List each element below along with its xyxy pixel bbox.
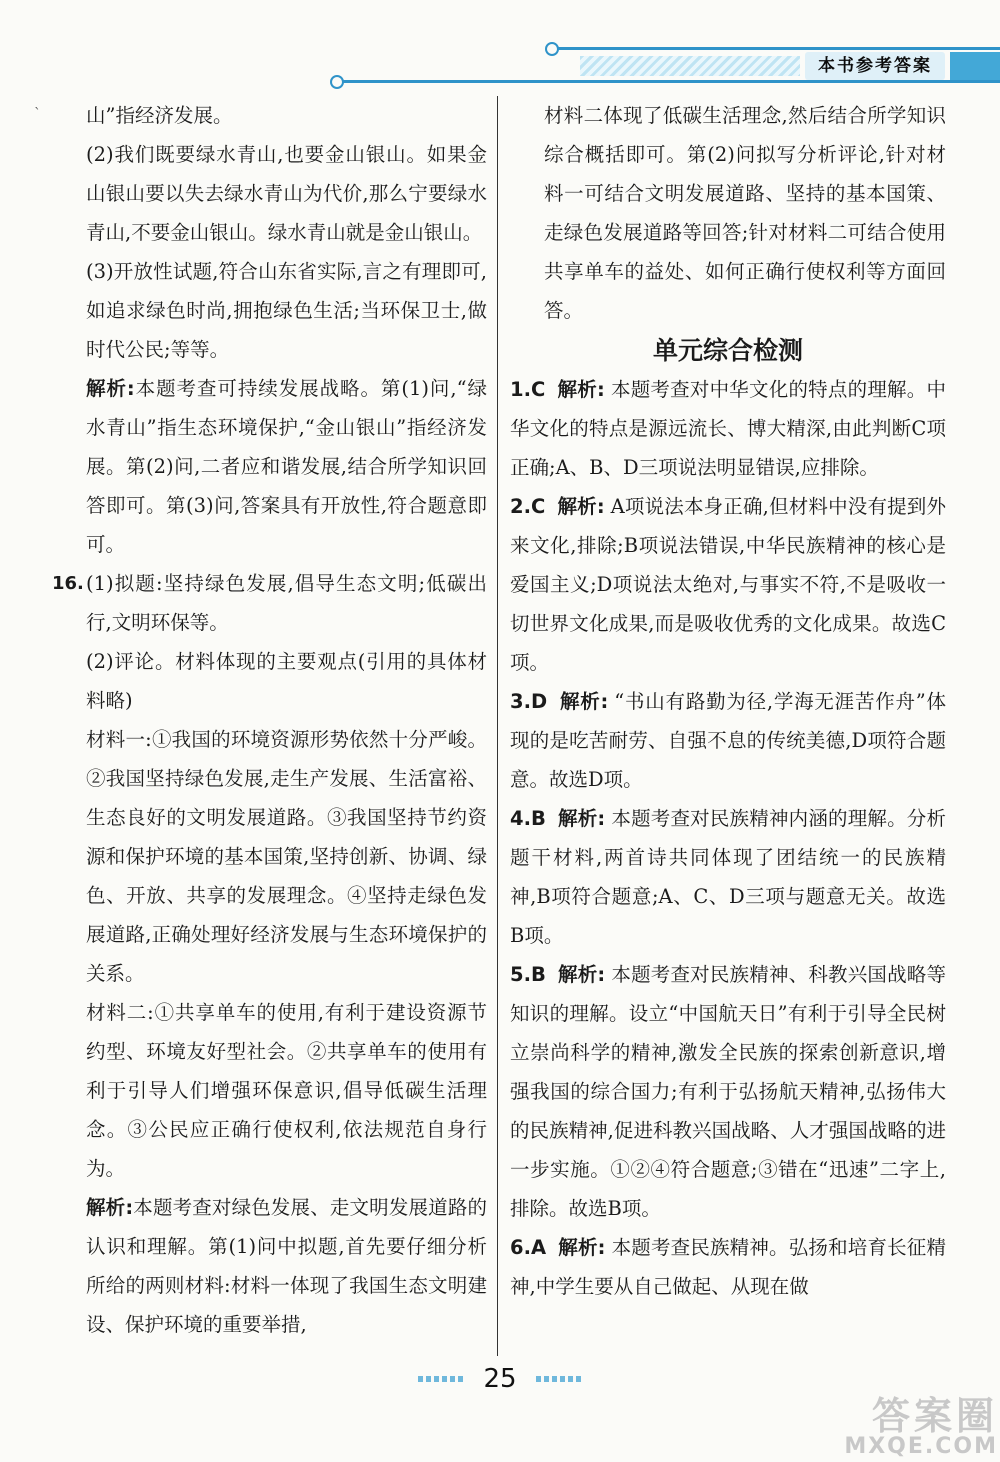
question-16 [52, 564, 487, 642]
answer-number: 5.B [510, 963, 546, 986]
answer-text: 本题考查民族精神。弘扬和培育长征精神,中学生要从自己做起、从现在做 [510, 1236, 946, 1298]
paragraph: 山”指经济发展。 [86, 104, 233, 127]
answer-text: 本题考查对民族精神、科教兴国战略等知识的理解。设立“中国航天日”有利于引导全民树立崇尚科学的精神,激发全民族的探索创新意识,增强我国的综合国力;有利于弘扬航天精神,弘扬伟大的民族精神,促进科教兴国战略、人才强国战略的进一步实施。①②④符合题意;③错在“迅速”二字上,排除。故选B项。 [510, 963, 946, 1220]
answer-item [510, 1228, 946, 1306]
answer-item [510, 370, 946, 487]
footer-decoration-right [536, 1376, 582, 1382]
analysis-paragraph [52, 369, 487, 564]
answer-text: 本题考查对中华文化的特点的理解。中华文化的特点是源远流长、博大精深,由此判断C项正确;A、B、D三项说法明显错误,应排除。 [510, 378, 946, 479]
header-stripe [580, 56, 800, 76]
answer-text: 本题考查对民族精神内涵的理解。分析题干材料,两首诗共同体现了团结统一的民族精神,B项符合题意;A、C、D三项与题意无关。故选B项。 [510, 807, 946, 947]
answer-number: 4.B [510, 807, 546, 830]
question-answer: (1)拟题:坚持绿色发展,倡导生态文明;低碳出行,文明环保等。 [86, 572, 487, 634]
answer-number: 1.C [510, 378, 546, 401]
analysis-label: 解析: [557, 495, 605, 518]
header-rule-bottom [340, 80, 1000, 83]
answer-number: 6.A [510, 1236, 547, 1259]
watermark-url: MXQE.COM [844, 1434, 998, 1459]
paragraph: (3)开放性试题,符合山东省实际,言之有理即可,如追求绿色时尚,拥抱绿色生活;当环保卫士,做时代公民;等等。 [86, 260, 487, 361]
paragraph: 材料一:①我国的环境资源形势依然十分严峻。②我国坚持绿色发展,走生产发展、生活富裕、生态良好的文明发展道路。③我国坚持节约资源和保护环境的基本国策,坚持创新、协调、绿色、开放、共享的发展理念。④坚持走绿色发展道路,正确处理好经济发展与生态环境保护的关系。 [86, 728, 487, 985]
answer-item [510, 955, 946, 1228]
margin-mark: ` [34, 106, 41, 122]
paragraph: 材料二体现了低碳生活理念,然后结合所学知识综合概括即可。第(2)问拟写分析评论,针对材料一可结合文明发展道路、坚持的基本国策、走绿色发展道路等回答;针对材料二可结合使用共享单车的益处、如何正确行使权利等方面回答。 [544, 104, 946, 322]
column-divider [497, 96, 498, 1356]
analysis-label: 解析: [557, 963, 606, 986]
analysis-label: 解析: [557, 807, 606, 830]
header-label: 本书参考答案 [805, 52, 945, 80]
analysis-text: 本题考查对绿色发展、走文明发展道路的认识和理解。第(1)问中拟题,首先要仔细分析所给的两则材料:材料一体现了我国生态文明建设、保护环境的重要举措, [86, 1196, 487, 1336]
header-block [950, 52, 1000, 80]
answer-text: A项说法本身正确,但材料中没有提到外来文化,排除;B项说法错误,中华民族精神的核心是爱国主义;D项说法太绝对,与事实不符,不是吸收一切世界文化成果,而是吸收优秀的文化成果。故选C项。 [510, 495, 946, 674]
analysis-label: 解析: [558, 1236, 606, 1259]
analysis-label: 解析: [86, 377, 135, 400]
footer-decoration-left [418, 1376, 464, 1382]
analysis-label: 解析: [557, 378, 605, 401]
answer-number: 2.C [510, 495, 546, 518]
analysis-paragraph [52, 1188, 487, 1344]
page-number: 25 [483, 1364, 517, 1394]
watermark-logo: 答案圈 [871, 1394, 998, 1438]
paragraph: (2)评论。材料体现的主要观点(引用的具体材料略) [86, 650, 487, 712]
analysis-label: 解析: [86, 1196, 134, 1219]
header-dot-bottom [330, 75, 344, 89]
answer-item [510, 682, 946, 799]
right-column [510, 96, 946, 1306]
answer-text: “书山有路勤为径,学海无涯苦作舟”体现的是吃苦耐劳、自强不息的传统美德,D项符合题意。故选D项。 [510, 690, 946, 791]
question-number: 16. [52, 573, 84, 594]
section-title: 单元综合检测 [652, 336, 803, 365]
answer-number: 3.D [510, 690, 548, 713]
answer-item [510, 487, 946, 682]
header-dot-top [545, 42, 559, 56]
analysis-label: 解析: [559, 690, 609, 713]
answer-item [510, 799, 946, 955]
analysis-text: 本题考查可持续发展战略。第(1)问,“绿水青山”指生态环境保护,“金山银山”指经济发展。第(2)问,二者应和谐发展,结合所学知识回答即可。第(3)问,答案具有开放性,符合题意即可。 [86, 377, 487, 556]
page-header [0, 0, 1000, 100]
left-column [52, 96, 487, 1344]
paragraph: 材料二:①共享单车的使用,有利于建设资源节约型、环境友好型社会。②共享单车的使用有利于引导人们增强环保意识,倡导低碳生活理念。③公民应正确行使权利,依法规范自身行为。 [86, 1001, 487, 1180]
paragraph: (2)我们既要绿水青山,也要金山银山。如果金山银山要以失去绿水青山为代价,那么宁要绿水青山,不要金山银山。绿水青山就是金山银山。 [86, 143, 487, 244]
header-rule-top [555, 47, 1000, 50]
page-footer [0, 1360, 1000, 1400]
watermark [770, 1396, 998, 1458]
